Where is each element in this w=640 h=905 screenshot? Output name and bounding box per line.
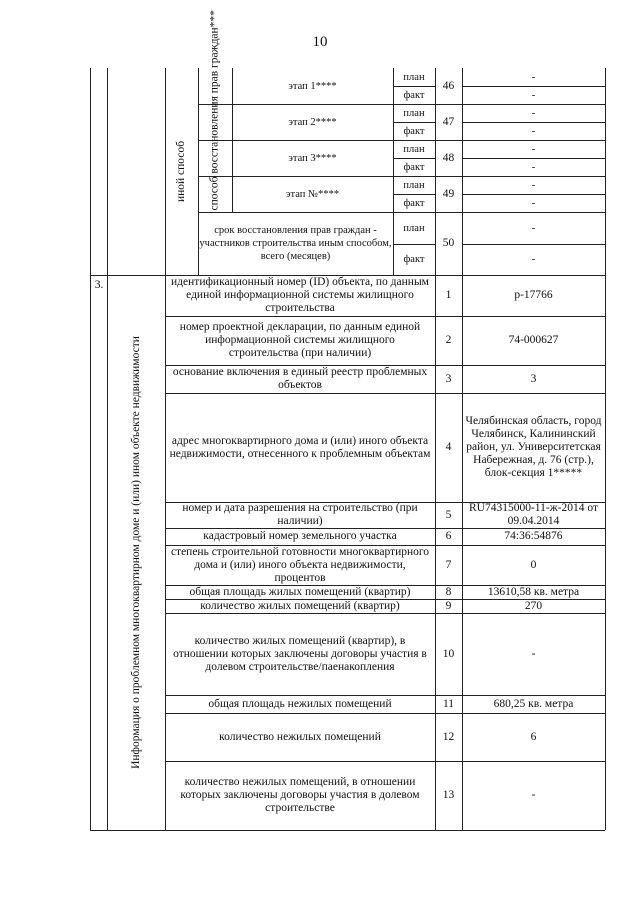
plan-value: - (531, 143, 536, 155)
field-value: 74-000627 (508, 334, 559, 346)
field-value: 270 (524, 599, 543, 612)
field-value: Челябинская область, город Челябинск, Калининский район, ул. Университетская Набережная, д. 76 (стр.), блок-секция 1***** (465, 415, 602, 479)
plan-value: - (531, 71, 536, 83)
field-value: 3 (530, 372, 537, 385)
row-number: 13 (442, 789, 455, 801)
other-method-label-text: иной способ (175, 140, 187, 203)
field-label: кадастровый номер земельного участка (203, 530, 397, 542)
field-label: адрес многоквартирного дома и (или) иного объекта недвижимости, отнесенного к проблемным объектам (169, 434, 431, 460)
stage-label: этап 2**** (288, 116, 337, 128)
plan-label: план (403, 71, 425, 83)
table-rule (90, 68, 91, 830)
row-number: 9 (445, 599, 452, 612)
row-number: 48 (442, 151, 455, 164)
field-value: р-17766 (514, 289, 553, 301)
plan-label: план (403, 222, 425, 234)
section-number: 3. (94, 278, 104, 291)
stage-label: этап 1**** (288, 80, 337, 92)
field-value: 6 (530, 730, 537, 743)
row-number: 47 (442, 115, 455, 128)
page-number: 10 (312, 34, 328, 50)
row-number: 5 (445, 508, 452, 521)
field-label: количество нежилых помещений, в отношении которых заключены договоры участия в долевом строительстве (180, 776, 420, 814)
field-value: 680,25 кв. метра (493, 697, 574, 710)
restoration-method-label-text: способ восстановления прав граждан*** (208, 9, 221, 210)
field-label: идентификационный номер (ID) объекта, по данным единой информационной системы жилищного строительства (171, 276, 429, 314)
fact-value: - (531, 197, 536, 209)
fact-value: - (531, 89, 536, 101)
row-number: 3 (445, 372, 452, 385)
stage-label: этап 3**** (288, 152, 337, 164)
fact-label: факт (403, 161, 425, 173)
plan-value: - (531, 222, 536, 234)
field-label: общая площадь жилых помещений (квартир) (189, 585, 411, 598)
row-number: 46 (442, 79, 455, 92)
field-value: - (531, 789, 536, 801)
field-label: количество нежилых помещений (219, 730, 381, 743)
field-label: основание включения в единый реестр проблемных объектов (172, 366, 428, 391)
field-label: номер и дата разрешения на строительство (при наличии) (182, 502, 418, 527)
restoration-method-label (198, 9, 232, 212)
stage-label: этап №**** (285, 188, 339, 200)
row-number: 8 (445, 585, 452, 598)
plan-label: план (403, 143, 425, 155)
field-value: RU74315000-11-ж-2014 от 09.04.2014 (469, 502, 598, 527)
field-value: 13610,58 кв. метра (487, 585, 580, 598)
row-number: 4 (445, 441, 452, 453)
row-number: 2 (445, 334, 452, 346)
row-number: 6 (445, 530, 452, 542)
row-number: 1 (445, 289, 452, 301)
fact-label: факт (403, 254, 425, 265)
table-rule (165, 830, 605, 831)
field-value: 74:36:54876 (504, 530, 563, 542)
field-value: - (531, 647, 536, 660)
fact-value: - (531, 125, 536, 137)
term-label: срок восстановления прав граждан - участников строительства иным способом, всего (месяцев) (199, 225, 392, 262)
field-label: общая площадь нежилых помещений (208, 697, 392, 710)
plan-value: - (531, 107, 536, 119)
other-method-label (165, 68, 198, 275)
row-number: 12 (442, 730, 455, 743)
plan-label: план (403, 107, 425, 119)
row-number: 10 (442, 647, 455, 660)
field-value: 0 (530, 558, 537, 571)
fact-label: факт (403, 125, 425, 137)
table-rule (90, 830, 107, 831)
field-label: количество жилых помещений (квартир) (200, 599, 400, 612)
row-number: 49 (442, 187, 455, 200)
row-number: 50 (442, 237, 455, 249)
row-number: 11 (442, 697, 455, 710)
fact-value: - (531, 254, 536, 265)
table-rule (107, 830, 165, 831)
table-rule (605, 68, 606, 830)
field-label: степень строительной готовности многоквартирного дома и (или) иного объекта недвижимости, процентов (170, 545, 430, 584)
fact-label: факт (403, 197, 425, 209)
object-info-label-text: Информация о проблемном многоквартирном доме и (или) ином объекте недвижимости (129, 336, 142, 769)
fact-value: - (531, 161, 536, 173)
row-number: 7 (445, 558, 452, 571)
plan-value: - (531, 179, 536, 191)
plan-label: план (403, 179, 425, 191)
field-label: количество жилых помещений (квартир), в отношении которых заключены договоры участия в долевом строительстве/паенакопления (173, 634, 427, 673)
object-info-label (107, 275, 165, 830)
fact-label: факт (403, 89, 425, 101)
field-label: номер проектной декларации, по данным единой информационной системы жилищного строительства (при наличии) (179, 321, 421, 359)
